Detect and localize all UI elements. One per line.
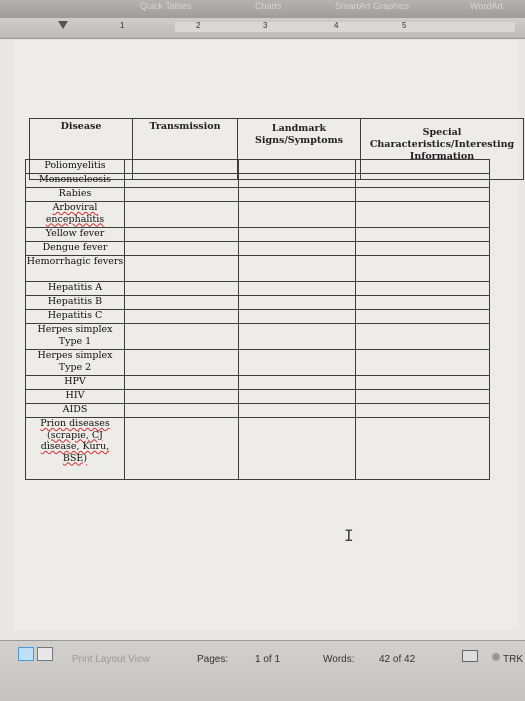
smartart-button[interactable]: SmartArt Graphics	[335, 1, 410, 11]
table-cell[interactable]	[356, 350, 490, 376]
table-cell[interactable]	[356, 296, 490, 310]
table-cell-disease[interactable]: Hepatitis C	[26, 310, 125, 324]
table-row	[26, 376, 490, 390]
table-row	[26, 310, 490, 324]
table-cell[interactable]	[356, 404, 490, 418]
table-row	[26, 282, 490, 296]
wordart-button[interactable]: WordArt	[470, 1, 503, 11]
quick-tables-button[interactable]: Quick Tables	[140, 1, 192, 11]
words-label: Words:	[323, 654, 355, 665]
table-cell[interactable]	[239, 228, 356, 242]
words-value[interactable]: 42 of 42	[379, 654, 416, 665]
table-row	[26, 202, 490, 228]
table-row	[26, 390, 490, 404]
table-row	[26, 242, 490, 256]
ruler[interactable]	[0, 18, 525, 39]
table-cell[interactable]	[239, 390, 356, 404]
table-cell[interactable]	[356, 228, 490, 242]
table-cell[interactable]	[125, 282, 239, 296]
table-row	[26, 404, 490, 418]
table-cell[interactable]	[125, 350, 239, 376]
table-cell[interactable]	[239, 376, 356, 390]
table-cell[interactable]	[356, 390, 490, 404]
view-mode-label: Print Layout View	[72, 654, 150, 665]
table-cell-disease[interactable]: Rabies	[26, 188, 125, 202]
table-cell[interactable]	[239, 202, 356, 228]
table-cell[interactable]	[125, 418, 239, 480]
table-cell[interactable]	[356, 376, 490, 390]
table-cell-disease[interactable]: Herpes simplex Type 2	[26, 350, 125, 376]
outline-view-icon[interactable]	[37, 647, 53, 661]
table-cell[interactable]	[125, 324, 239, 350]
ruler-number: 4	[334, 21, 339, 30]
table-row	[26, 160, 490, 174]
table-cell[interactable]	[239, 282, 356, 296]
table-cell-disease[interactable]: Yellow fever	[26, 228, 125, 242]
table-cell[interactable]	[125, 242, 239, 256]
table-cell[interactable]	[239, 310, 356, 324]
table-row	[26, 296, 490, 310]
ruler-number: 3	[263, 21, 268, 30]
i-beam-cursor-icon: I	[344, 526, 354, 545]
ruler-number: 5	[402, 21, 407, 30]
table-cell[interactable]	[125, 174, 239, 188]
table-cell[interactable]	[239, 350, 356, 376]
header-landmark-signs[interactable]: Landmark Signs/Symptoms	[238, 119, 361, 180]
table-cell[interactable]	[125, 160, 239, 174]
table-cell[interactable]	[356, 202, 490, 228]
table-cell[interactable]	[125, 310, 239, 324]
table-cell-disease[interactable]: Mononucleosis	[26, 174, 125, 188]
table-cell[interactable]	[125, 256, 239, 282]
table-row	[26, 188, 490, 202]
table-row	[26, 324, 490, 350]
table-cell[interactable]	[356, 310, 490, 324]
table-cell[interactable]	[125, 202, 239, 228]
table-cell[interactable]	[125, 188, 239, 202]
table-cell[interactable]	[239, 324, 356, 350]
table-row	[26, 350, 490, 376]
table-cell[interactable]	[239, 160, 356, 174]
table-cell[interactable]	[125, 228, 239, 242]
table-cell[interactable]	[125, 404, 239, 418]
table-cell-disease[interactable]: Arboviral encephalitis	[26, 202, 125, 228]
header-special-characteristics[interactable]: Special Characteristics/Interesting Information	[361, 119, 524, 180]
table-cell-disease[interactable]: Poliomyelitis	[26, 160, 125, 174]
print-layout-view-icon[interactable]	[18, 647, 34, 661]
table-cell[interactable]	[239, 404, 356, 418]
table-cell-disease[interactable]: Hemorrhagic fevers	[26, 256, 125, 282]
track-changes-icon[interactable]	[492, 653, 500, 661]
ruler-number: 1	[120, 21, 125, 30]
table-cell[interactable]	[239, 188, 356, 202]
disease-table	[25, 159, 490, 480]
table-cell[interactable]	[125, 390, 239, 404]
table-row	[26, 418, 490, 480]
table-cell[interactable]	[125, 376, 239, 390]
table-cell[interactable]	[356, 174, 490, 188]
pages-value[interactable]: 1 of 1	[255, 654, 281, 665]
table-cell[interactable]	[356, 324, 490, 350]
table-cell-disease[interactable]: Hepatitis B	[26, 296, 125, 310]
table-cell-disease[interactable]: Dengue fever	[26, 242, 125, 256]
header-disease[interactable]: Disease	[30, 119, 133, 180]
table-cell-disease[interactable]: Prion diseases (scrapie, CJ disease, Kuru, BSE)	[26, 418, 125, 480]
table-row	[26, 256, 490, 282]
table-cell-disease[interactable]: HPV	[26, 376, 125, 390]
table-cell-disease[interactable]: HIV	[26, 390, 125, 404]
table-cell[interactable]	[239, 418, 356, 480]
table-cell[interactable]	[239, 174, 356, 188]
table-cell[interactable]	[125, 296, 239, 310]
table-cell-disease[interactable]: Hepatitis A	[26, 282, 125, 296]
ribbon-toolbar	[0, 0, 525, 20]
table-cell[interactable]	[239, 296, 356, 310]
table-cell[interactable]	[356, 418, 490, 480]
table-row	[26, 228, 490, 242]
table-cell[interactable]	[239, 242, 356, 256]
table-cell[interactable]	[356, 282, 490, 296]
table-cell[interactable]	[356, 160, 490, 174]
proofing-book-icon[interactable]	[462, 650, 478, 662]
header-transmission[interactable]: Transmission	[133, 119, 238, 180]
table-cell[interactable]	[356, 256, 490, 282]
table-row	[26, 174, 490, 188]
table-cell[interactable]	[239, 256, 356, 282]
ruler-number: 2	[196, 21, 201, 30]
table-cell[interactable]	[356, 188, 490, 202]
pages-label: Pages:	[197, 654, 229, 665]
table-cell-disease[interactable]: AIDS	[26, 404, 125, 418]
status-bar	[0, 640, 525, 701]
table-cell[interactable]	[356, 242, 490, 256]
track-changes-label[interactable]: TRK	[503, 654, 523, 665]
indent-marker-icon[interactable]	[58, 21, 68, 29]
table-cell-disease[interactable]: Herpes simplex Type 1	[26, 324, 125, 350]
charts-button[interactable]: Charts	[255, 1, 282, 11]
ruler-text-area	[175, 22, 515, 32]
